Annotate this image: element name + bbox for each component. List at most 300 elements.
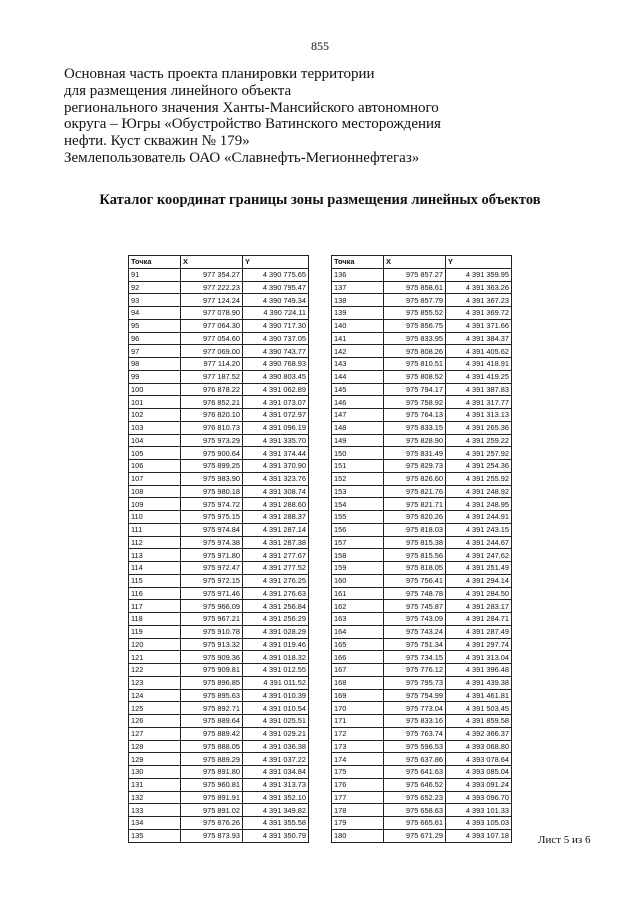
y-cell: 4 391 371.66 — [446, 319, 512, 332]
x-cell: 975 858.61 — [384, 281, 446, 294]
x-cell: 977 064.30 — [181, 319, 243, 332]
x-cell: 975 972.15 — [181, 574, 243, 587]
y-cell: 4 391 248.95 — [446, 498, 512, 511]
y-cell: 4 391 335.70 — [243, 434, 309, 447]
y-cell: 4 391 419.25 — [446, 370, 512, 383]
point-cell: 112 — [129, 536, 181, 549]
table-row — [332, 268, 512, 281]
point-cell: 109 — [129, 498, 181, 511]
point-cell: 136 — [332, 268, 384, 281]
point-cell: 126 — [129, 715, 181, 728]
y-cell: 4 391 036.38 — [243, 740, 309, 753]
point-cell: 166 — [332, 651, 384, 664]
point-cell: 105 — [129, 447, 181, 460]
table-row — [129, 472, 309, 485]
x-cell: 975 975.15 — [181, 511, 243, 524]
point-cell: 149 — [332, 434, 384, 447]
table-row — [332, 307, 512, 320]
x-cell: 975 983.90 — [181, 472, 243, 485]
table-header-row — [129, 256, 309, 269]
y-cell: 4 391 244.67 — [446, 536, 512, 549]
table-row — [332, 613, 512, 626]
point-cell: 94 — [129, 307, 181, 320]
point-cell: 131 — [129, 778, 181, 791]
point-cell: 124 — [129, 689, 181, 702]
table-row — [129, 319, 309, 332]
point-cell: 139 — [332, 307, 384, 320]
x-cell: 975 756.41 — [384, 574, 446, 587]
point-cell: 102 — [129, 409, 181, 422]
point-cell: 145 — [332, 383, 384, 396]
point-cell: 165 — [332, 638, 384, 651]
x-cell: 975 980.18 — [181, 485, 243, 498]
table-row — [129, 536, 309, 549]
table-row — [129, 829, 309, 842]
y-cell: 4 390 803.45 — [243, 370, 309, 383]
table-row — [332, 740, 512, 753]
table-row — [332, 638, 512, 651]
x-cell: 975 895.63 — [181, 689, 243, 702]
x-cell: 975 815.56 — [384, 549, 446, 562]
x-cell: 977 354.27 — [181, 268, 243, 281]
x-cell: 975 967.21 — [181, 613, 243, 626]
y-cell: 4 391 259.22 — [446, 434, 512, 447]
y-cell: 4 390 768.93 — [243, 358, 309, 371]
table-row — [332, 523, 512, 536]
point-cell: 170 — [332, 702, 384, 715]
y-cell: 4 393 096.70 — [446, 791, 512, 804]
table-row — [332, 715, 512, 728]
y-cell: 4 391 288.60 — [243, 498, 309, 511]
table-row — [129, 434, 309, 447]
table-row — [332, 460, 512, 473]
x-cell: 975 820.26 — [384, 511, 446, 524]
x-cell: 975 764.13 — [384, 409, 446, 422]
table-row — [332, 281, 512, 294]
y-cell: 4 391 062.89 — [243, 383, 309, 396]
x-cell: 975 818.05 — [384, 562, 446, 575]
x-cell: 977 114.20 — [181, 358, 243, 371]
x-cell: 975 857.79 — [384, 294, 446, 307]
table-body — [129, 268, 309, 842]
point-cell: 144 — [332, 370, 384, 383]
point-cell: 146 — [332, 396, 384, 409]
point-cell: 160 — [332, 574, 384, 587]
x-cell: 977 069.00 — [181, 345, 243, 358]
point-cell: 162 — [332, 600, 384, 613]
y-cell: 4 393 105.03 — [446, 817, 512, 830]
y-cell: 4 391 244.91 — [446, 511, 512, 524]
table-row — [332, 332, 512, 345]
x-cell: 975 773.04 — [384, 702, 446, 715]
document-heading — [64, 66, 584, 167]
x-cell: 977 187.52 — [181, 370, 243, 383]
table-row — [129, 676, 309, 689]
y-cell: 4 391 276.25 — [243, 574, 309, 587]
table-row — [129, 702, 309, 715]
table-row — [332, 345, 512, 358]
y-cell: 4 391 418.91 — [446, 358, 512, 371]
x-cell: 975 734.15 — [384, 651, 446, 664]
x-cell: 975 743.24 — [384, 625, 446, 638]
x-cell: 975 909.36 — [181, 651, 243, 664]
x-cell: 975 913.32 — [181, 638, 243, 651]
point-cell: 120 — [129, 638, 181, 651]
y-cell: 4 391 323.76 — [243, 472, 309, 485]
point-cell: 114 — [129, 562, 181, 575]
y-cell: 4 392 366.37 — [446, 727, 512, 740]
x-cell: 976 820.10 — [181, 409, 243, 422]
table-row — [129, 804, 309, 817]
y-cell: 4 391 288.37 — [243, 511, 309, 524]
x-cell: 975 646.52 — [384, 778, 446, 791]
y-cell: 4 393 107.18 — [446, 829, 512, 842]
x-cell: 975 763.74 — [384, 727, 446, 740]
table-row — [332, 574, 512, 587]
heading-line: Землепользователь ОАО «Славнефть-Мегионнефтегаз» — [64, 149, 420, 166]
point-cell: 134 — [129, 817, 181, 830]
point-cell: 92 — [129, 281, 181, 294]
y-cell: 4 391 251.49 — [446, 562, 512, 575]
catalog-title: Каталог координат границы зоны размещения линейных объектов — [99, 192, 541, 208]
x-cell: 975 748.78 — [384, 587, 446, 600]
x-cell: 975 637.86 — [384, 753, 446, 766]
y-cell: 4 391 257.92 — [446, 447, 512, 460]
point-cell: 177 — [332, 791, 384, 804]
y-cell: 4 391 019.46 — [243, 638, 309, 651]
header-y: Y — [243, 256, 309, 269]
x-cell: 977 124.24 — [181, 294, 243, 307]
table-row — [332, 689, 512, 702]
heading-line: нефти. Куст скважин № 179» — [64, 133, 250, 150]
y-cell: 4 391 313.04 — [446, 651, 512, 664]
point-cell: 113 — [129, 549, 181, 562]
table-row — [129, 307, 309, 320]
table-row — [332, 753, 512, 766]
point-cell: 161 — [332, 587, 384, 600]
y-cell: 4 391 352.10 — [243, 791, 309, 804]
y-cell: 4 391 287.49 — [446, 625, 512, 638]
point-cell: 117 — [129, 600, 181, 613]
y-cell: 4 391 503.45 — [446, 702, 512, 715]
x-cell: 975 909.81 — [181, 664, 243, 677]
point-cell: 125 — [129, 702, 181, 715]
point-cell: 164 — [332, 625, 384, 638]
heading-line: Основная часть проекта планировки территории — [64, 66, 375, 82]
point-cell: 122 — [129, 664, 181, 677]
table-row — [129, 523, 309, 536]
table-row — [129, 409, 309, 422]
x-cell: 975 974.72 — [181, 498, 243, 511]
x-cell: 975 891.02 — [181, 804, 243, 817]
x-cell: 975 974.38 — [181, 536, 243, 549]
table-row — [129, 613, 309, 626]
point-cell: 96 — [129, 332, 181, 345]
table-row — [332, 676, 512, 689]
table-row — [129, 345, 309, 358]
y-cell: 4 391 359.95 — [446, 268, 512, 281]
point-cell: 110 — [129, 511, 181, 524]
x-cell: 975 754.99 — [384, 689, 446, 702]
point-cell: 179 — [332, 817, 384, 830]
y-cell: 4 391 256.29 — [243, 613, 309, 626]
point-cell: 123 — [129, 676, 181, 689]
y-cell: 4 390 775.65 — [243, 268, 309, 281]
y-cell: 4 391 355.58 — [243, 817, 309, 830]
x-cell: 977 222.23 — [181, 281, 243, 294]
table-row — [332, 396, 512, 409]
y-cell: 4 393 101.33 — [446, 804, 512, 817]
y-cell: 4 391 461.81 — [446, 689, 512, 702]
point-cell: 143 — [332, 358, 384, 371]
page-number: 855 — [311, 39, 329, 53]
y-cell: 4 391 012.55 — [243, 664, 309, 677]
table-row — [129, 689, 309, 702]
sheet-label: Лист 5 из 6 — [538, 834, 591, 846]
x-cell: 975 831.49 — [384, 447, 446, 460]
point-cell: 133 — [129, 804, 181, 817]
point-cell: 107 — [129, 472, 181, 485]
point-cell: 91 — [129, 268, 181, 281]
x-cell: 975 745.87 — [384, 600, 446, 613]
point-cell: 154 — [332, 498, 384, 511]
x-cell: 975 971.80 — [181, 549, 243, 562]
y-cell: 4 391 287.38 — [243, 536, 309, 549]
table-row — [332, 778, 512, 791]
table-row — [129, 460, 309, 473]
y-cell: 4 391 317.77 — [446, 396, 512, 409]
point-cell: 175 — [332, 766, 384, 779]
y-cell: 4 391 029.21 — [243, 727, 309, 740]
table-row — [332, 409, 512, 422]
x-cell: 975 818.03 — [384, 523, 446, 536]
x-cell: 975 873.93 — [181, 829, 243, 842]
heading-line: регионального значения Ханты-Мансийского автономного — [64, 99, 439, 116]
point-cell: 148 — [332, 421, 384, 434]
table-row — [332, 472, 512, 485]
coordinates-table-right — [331, 255, 512, 843]
x-cell: 975 856.75 — [384, 319, 446, 332]
x-cell: 975 810.51 — [384, 358, 446, 371]
x-cell: 975 855.52 — [384, 307, 446, 320]
table-row — [332, 766, 512, 779]
y-cell: 4 391 276.63 — [243, 587, 309, 600]
table-row — [129, 447, 309, 460]
x-cell: 975 826.60 — [384, 472, 446, 485]
table-row — [332, 370, 512, 383]
table-row — [129, 625, 309, 638]
y-cell: 4 391 255.92 — [446, 472, 512, 485]
point-cell: 153 — [332, 485, 384, 498]
x-cell: 975 828.90 — [384, 434, 446, 447]
y-cell: 4 391 284.71 — [446, 613, 512, 626]
x-cell: 975 665.61 — [384, 817, 446, 830]
table-row — [129, 664, 309, 677]
table-row — [129, 778, 309, 791]
point-cell: 172 — [332, 727, 384, 740]
y-cell: 4 391 018.32 — [243, 651, 309, 664]
x-cell: 975 966.09 — [181, 600, 243, 613]
y-cell: 4 391 025.51 — [243, 715, 309, 728]
y-cell: 4 393 068.80 — [446, 740, 512, 753]
point-cell: 168 — [332, 676, 384, 689]
x-cell: 975 751.34 — [384, 638, 446, 651]
x-cell: 975 974.84 — [181, 523, 243, 536]
x-cell: 976 878.22 — [181, 383, 243, 396]
table-row — [129, 332, 309, 345]
header-y: Y — [446, 256, 512, 269]
y-cell: 4 391 256.84 — [243, 600, 309, 613]
table-row — [332, 817, 512, 830]
point-cell: 130 — [129, 766, 181, 779]
x-cell: 975 758.92 — [384, 396, 446, 409]
table-row — [129, 294, 309, 307]
table-row — [129, 587, 309, 600]
y-cell: 4 391 294.14 — [446, 574, 512, 587]
table-row — [332, 421, 512, 434]
y-cell: 4 391 367.23 — [446, 294, 512, 307]
x-cell: 975 891.91 — [181, 791, 243, 804]
table-row — [129, 268, 309, 281]
point-cell: 152 — [332, 472, 384, 485]
x-cell: 977 054.60 — [181, 332, 243, 345]
y-cell: 4 391 363.26 — [446, 281, 512, 294]
table-row — [332, 498, 512, 511]
point-cell: 119 — [129, 625, 181, 638]
table-row — [129, 727, 309, 740]
point-cell: 118 — [129, 613, 181, 626]
x-cell: 975 857.27 — [384, 268, 446, 281]
y-cell: 4 391 313.73 — [243, 778, 309, 791]
y-cell: 4 391 254.36 — [446, 460, 512, 473]
table-row — [129, 651, 309, 664]
point-cell: 95 — [129, 319, 181, 332]
x-cell: 975 671.29 — [384, 829, 446, 842]
table-header-row — [332, 256, 512, 269]
x-cell: 975 596.53 — [384, 740, 446, 753]
table-row — [129, 817, 309, 830]
y-cell: 4 391 248.92 — [446, 485, 512, 498]
y-cell: 4 391 265.36 — [446, 421, 512, 434]
x-cell: 975 794.17 — [384, 383, 446, 396]
table-row — [332, 358, 512, 371]
point-cell: 132 — [129, 791, 181, 804]
table-row — [332, 383, 512, 396]
header-x: X — [181, 256, 243, 269]
y-cell: 4 391 010.54 — [243, 702, 309, 715]
x-cell: 975 652.23 — [384, 791, 446, 804]
y-cell: 4 390 737.05 — [243, 332, 309, 345]
y-cell: 4 391 277.52 — [243, 562, 309, 575]
point-cell: 167 — [332, 664, 384, 677]
point-cell: 178 — [332, 804, 384, 817]
x-cell: 975 829.73 — [384, 460, 446, 473]
table-row — [332, 587, 512, 600]
table-row — [129, 574, 309, 587]
heading-line: округа – Югры «Обустройство Ватинского месторождения — [64, 116, 441, 133]
point-cell: 171 — [332, 715, 384, 728]
point-cell: 176 — [332, 778, 384, 791]
point-cell: 106 — [129, 460, 181, 473]
y-cell: 4 391 405.62 — [446, 345, 512, 358]
point-cell: 121 — [129, 651, 181, 664]
header-x: X — [384, 256, 446, 269]
x-cell: 975 743.09 — [384, 613, 446, 626]
y-cell: 4 391 034.84 — [243, 766, 309, 779]
y-cell: 4 393 085.04 — [446, 766, 512, 779]
table-row — [129, 791, 309, 804]
table-row — [129, 370, 309, 383]
x-cell: 975 899.25 — [181, 460, 243, 473]
y-cell: 4 391 313.13 — [446, 409, 512, 422]
x-cell: 975 815.38 — [384, 536, 446, 549]
heading-line: для размещения линейного объекта — [64, 82, 292, 99]
table-row — [332, 727, 512, 740]
table-row — [332, 485, 512, 498]
table-row — [332, 319, 512, 332]
y-cell: 4 391 859.58 — [446, 715, 512, 728]
point-cell: 116 — [129, 587, 181, 600]
point-cell: 140 — [332, 319, 384, 332]
x-cell: 975 833.16 — [384, 715, 446, 728]
table-row — [332, 651, 512, 664]
x-cell: 976 852.21 — [181, 396, 243, 409]
y-cell: 4 391 349.82 — [243, 804, 309, 817]
y-cell: 4 391 277.67 — [243, 549, 309, 562]
point-cell: 127 — [129, 727, 181, 740]
table-row — [129, 485, 309, 498]
point-cell: 93 — [129, 294, 181, 307]
table-row — [332, 625, 512, 638]
point-cell: 99 — [129, 370, 181, 383]
point-cell: 173 — [332, 740, 384, 753]
table-row — [129, 600, 309, 613]
y-cell: 4 391 073.07 — [243, 396, 309, 409]
point-cell: 147 — [332, 409, 384, 422]
x-cell: 975 808.26 — [384, 345, 446, 358]
point-cell: 101 — [129, 396, 181, 409]
x-cell: 975 889.64 — [181, 715, 243, 728]
table-row — [129, 715, 309, 728]
table-row — [332, 294, 512, 307]
x-cell: 975 776.12 — [384, 664, 446, 677]
table-body — [332, 268, 512, 842]
x-cell: 975 795.73 — [384, 676, 446, 689]
table-row — [332, 549, 512, 562]
point-cell: 103 — [129, 421, 181, 434]
point-cell: 98 — [129, 358, 181, 371]
table-row — [332, 511, 512, 524]
x-cell: 975 641.63 — [384, 766, 446, 779]
table-row — [129, 511, 309, 524]
y-cell: 4 391 011.52 — [243, 676, 309, 689]
table-row — [129, 766, 309, 779]
table-row — [332, 600, 512, 613]
point-cell: 163 — [332, 613, 384, 626]
x-cell: 975 891.80 — [181, 766, 243, 779]
table-row — [129, 549, 309, 562]
table-row — [129, 358, 309, 371]
table-row — [332, 562, 512, 575]
y-cell: 4 391 297.74 — [446, 638, 512, 651]
point-cell: 159 — [332, 562, 384, 575]
x-cell: 975 821.71 — [384, 498, 446, 511]
y-cell: 4 391 374.44 — [243, 447, 309, 460]
x-cell: 975 658.63 — [384, 804, 446, 817]
table-row — [129, 281, 309, 294]
x-cell: 975 889.29 — [181, 753, 243, 766]
point-cell: 174 — [332, 753, 384, 766]
